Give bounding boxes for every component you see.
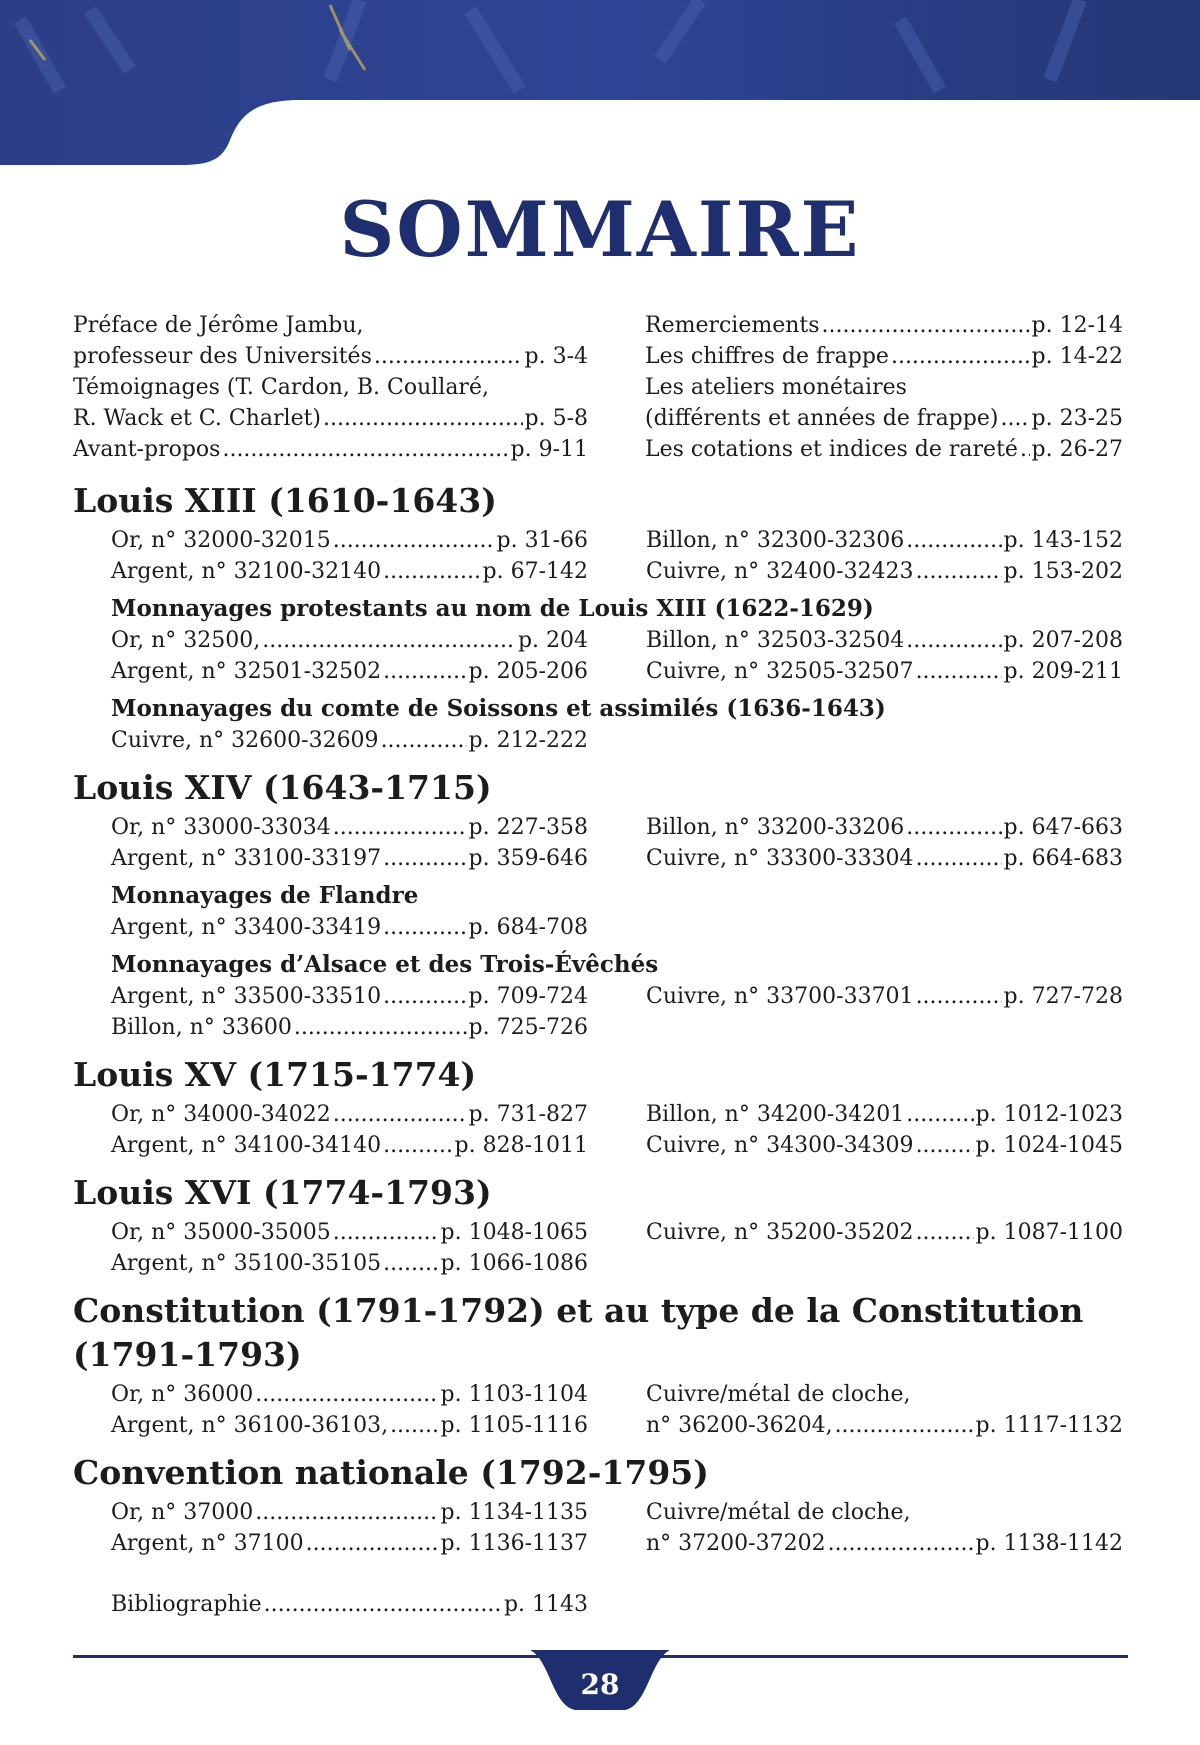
section-rows: [73, 912, 1123, 943]
toc-entry: Cuivre, n° 32400-32423 ..... p. 153-202: [646, 556, 1123, 587]
section-title: Louis XVI (1774-1793): [73, 1173, 492, 1212]
section-rows: [73, 812, 1123, 874]
subsection-title: Monnayages d’Alsace et des Trois-Évêchés: [111, 951, 659, 978]
section-louis-xiii: [73, 479, 1123, 756]
section-title: Convention nationale (1792-1795): [73, 1453, 709, 1492]
toc-entry: Avant-propos ..... p. 9-11: [73, 434, 588, 465]
toc-entry: Argent, n° 36100-36103, ..... p. 1105-1116: [111, 1410, 588, 1441]
section-louis-xv: [73, 1053, 1123, 1161]
toc-entry: Argent, n° 32501-32502 ..... p. 205-206: [111, 656, 588, 687]
section-title: Constitution (1791-1792) et au type de la Constitution (1791-1793): [73, 1291, 1084, 1374]
toc-entry: Les chiffres de frappe ..... p. 14-22: [645, 341, 1123, 372]
toc-entry: Argent, n° 35100-35105 ..... p. 1066-1086: [111, 1248, 588, 1279]
toc-entry: Or, n° 35000-35005 ..... p. 1048-1065: [111, 1217, 588, 1248]
section-rows: [73, 981, 1123, 1043]
toc-intro: [73, 310, 1123, 465]
section-title: Louis XIV (1643-1715): [73, 768, 492, 807]
toc-entry: Les cotations et indices de rareté ..... p. 26-27: [645, 434, 1123, 465]
section-rows: [73, 1379, 1123, 1441]
toc-entry: Billon, n° 33600 ..... p. 725-726: [111, 1012, 588, 1043]
toc-entry: Or, n° 33000-33034 ..... p. 227-358: [111, 812, 588, 843]
toc-entry: Préface de Jérôme Jambu,: [73, 313, 364, 338]
page-title: SOMMAIRE: [339, 185, 861, 274]
toc-entry: Cuivre, n° 33300-33304 ..... p. 664-683: [646, 843, 1123, 874]
toc-entry: Remerciements ..... p. 12-14: [645, 310, 1123, 341]
toc-entry: Billon, n° 34200-34201 ..... p. 1012-1023: [646, 1099, 1123, 1130]
section-rows: [73, 525, 1123, 587]
section-convention: [73, 1451, 1123, 1559]
section-louis-xvi: [73, 1171, 1123, 1279]
subsection-title: Monnayages de Flandre: [111, 882, 419, 909]
bibliography-entry: Bibliographie ..... p. 1143: [73, 1589, 588, 1620]
toc-entry: n° 37200-37202 ..... p. 1138-1142: [646, 1528, 1123, 1559]
toc-entry: Argent, n° 34100-34140 ..... p. 828-1011: [111, 1130, 588, 1161]
toc-entry: Cuivre/métal de cloche,: [646, 1500, 911, 1525]
toc-entry: Or, n° 34000-34022 ..... p. 731-827: [111, 1099, 588, 1130]
section-constitution: [73, 1289, 1123, 1441]
toc-content: [73, 310, 1123, 1620]
page-number: 28: [580, 1668, 620, 1701]
toc-entry: Cuivre, n° 32600-32609 ..... p. 212-222: [111, 725, 588, 756]
toc-entry: Or, n° 37000 ..... p. 1134-1135: [111, 1497, 588, 1528]
subsection-title: Monnayages du comte de Soissons et assimilés (1636-1643): [111, 695, 886, 722]
toc-entry: Cuivre, n° 32505-32507 ..... p. 209-211: [646, 656, 1123, 687]
toc-entry: Argent, n° 37100 ..... p. 1136-1137: [111, 1528, 588, 1559]
subsection-title: Monnayages protestants au nom de Louis XIII (1622-1629): [111, 595, 874, 622]
toc-entry: Or, n° 36000 ..... p. 1103-1104: [111, 1379, 588, 1410]
toc-entry: Les ateliers monétaires: [645, 375, 907, 400]
toc-entry: n° 36200-36204, ..... p. 1117-1132: [646, 1410, 1123, 1441]
section-title: Louis XV (1715-1774): [73, 1055, 477, 1094]
toc-entry: Cuivre/métal de cloche,: [646, 1382, 911, 1407]
intro-left-column: [73, 310, 588, 465]
toc-entry: Cuivre, n° 34300-34309 ..... p. 1024-1045: [646, 1130, 1123, 1161]
toc-entry: Billon, n° 32503-32504 ..... p. 207-208: [646, 625, 1123, 656]
toc-entry: Cuivre, n° 33700-33701 ..... p. 727-728: [646, 981, 1123, 1012]
toc-entry: Témoignages (T. Cardon, B. Coullaré,: [73, 375, 489, 400]
section-louis-xiv: [73, 766, 1123, 1043]
toc-entry: Argent, n° 32100-32140 ..... p. 67-142: [111, 556, 588, 587]
section-rows: [73, 1099, 1123, 1161]
toc-entry: Argent, n° 33400-33419 ..... p. 684-708: [111, 912, 588, 943]
toc-entry: Argent, n° 33500-33510 ..... p. 709-724: [111, 981, 588, 1012]
toc-entry: Or, n° 32000-32015 ..... p. 31-66: [111, 525, 588, 556]
toc-entry: Cuivre, n° 35200-35202 ..... p. 1087-1100: [646, 1217, 1123, 1248]
header-banner: [0, 0, 1200, 170]
toc-entry: Billon, n° 33200-33206 ..... p. 647-663: [646, 812, 1123, 843]
toc-entry: Billon, n° 32300-32306 ..... p. 143-152: [646, 525, 1123, 556]
toc-entry: Or, n° 32500, ..... p. 204: [111, 625, 588, 656]
section-rows: [73, 1217, 1123, 1279]
toc-entry: R. Wack et C. Charlet) ..... p. 5-8: [73, 403, 588, 434]
section-rows: [73, 625, 1123, 687]
toc-entry: (différents et années de frappe) ..... p. 23-25: [645, 403, 1123, 434]
toc-entry: Argent, n° 33100-33197 ..... p. 359-646: [111, 843, 588, 874]
section-rows: [73, 1497, 1123, 1559]
section-rows: [73, 725, 1123, 756]
toc-entry: professeur des Universités ..... p. 3-4: [73, 341, 588, 372]
intro-right-column: [645, 310, 1123, 465]
section-title: Louis XIII (1610-1643): [73, 481, 497, 520]
